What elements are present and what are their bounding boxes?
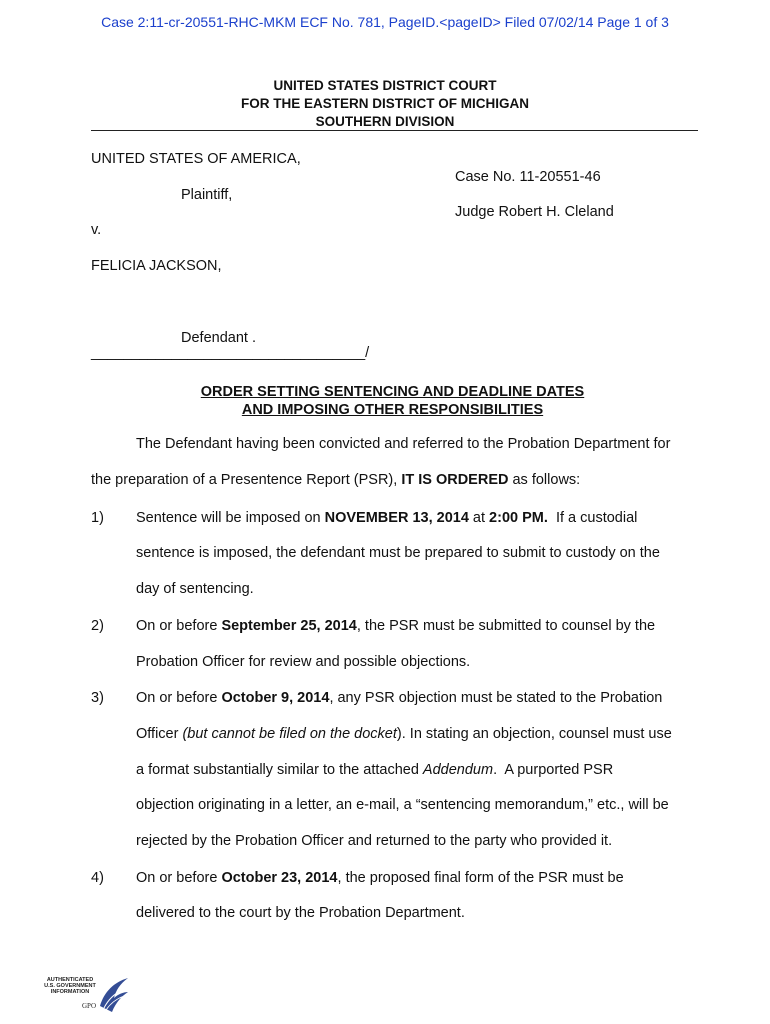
item-1-line3: day of sentencing. (136, 581, 254, 597)
final-psr-date: October 23, 2014 (221, 870, 338, 886)
item-number: 3) (91, 690, 104, 706)
versus: v. (91, 222, 102, 238)
defendant-role: Defendant . (181, 330, 256, 346)
item-3-line4: objection originating in a letter, an e-mail, a “sentencing memorandum,” etc., will be (136, 797, 669, 813)
item-number: 2) (91, 618, 104, 634)
item-4-line1: On or before October 23, 2014, the proposed final form of the PSR must be (136, 870, 624, 886)
case-number: Case No. 11-20551-46 (455, 169, 601, 185)
plaintiff-name: UNITED STATES OF AMERICA, (91, 151, 301, 167)
order-title-line2: AND IMPOSING OTHER RESPONSIBILITIES (241, 402, 544, 418)
item-2-line2: Probation Officer for review and possible objections. (136, 654, 471, 670)
defendant-name: FELICIA JACKSON, (91, 258, 222, 274)
item-4-line2: delivered to the court by the Probation Department. (136, 905, 465, 921)
order-title-line1: ORDER SETTING SENTENCING AND DEADLINE DATES (200, 384, 585, 400)
item-number: 4) (91, 870, 104, 886)
it-is-ordered: IT IS ORDERED (401, 472, 509, 488)
objection-date: October 9, 2014 (221, 690, 330, 706)
item-3-line2: Officer (but cannot be filed on the docket). In stating an objection, counsel must use (136, 726, 672, 742)
intro-line1: The Defendant having been convicted and referred to the Probation Department for (136, 436, 671, 452)
intro-line2: the preparation of a Presentence Report (PSR), IT IS ORDERED as follows: (91, 472, 581, 488)
sentencing-time: 2:00 PM. (489, 510, 548, 526)
court-district: FOR THE EASTERN DISTRICT OF MICHIGAN (241, 96, 529, 111)
psr-submission-date: September 25, 2014 (221, 618, 357, 634)
item-number: 1) (91, 510, 104, 526)
item-1-line1: Sentence will be imposed on NOVEMBER 13, 2014 at 2:00 PM. If a custodial (136, 510, 638, 526)
court-division: SOUTHERN DIVISION (315, 114, 455, 129)
gpo-authentication-seal (42, 972, 132, 1016)
caption-divider (91, 130, 698, 131)
item-3-line3: a format substantially similar to the attached Addendum. A purported PSR (136, 762, 614, 778)
item-2-line1: On or before September 25, 2014, the PSR must be submitted to counsel by the (136, 618, 656, 634)
item-3-line5: rejected by the Probation Officer and returned to the party who provided it. (136, 833, 613, 849)
seal-gpo: GPO (82, 1002, 97, 1010)
plaintiff-role: Plaintiff, (181, 187, 233, 203)
judge-name: Judge Robert H. Cleland (455, 204, 614, 220)
item-1-line2: sentence is imposed, the defendant must be prepared to submit to custody on the (136, 545, 660, 561)
court-name: UNITED STATES DISTRICT COURT (273, 78, 497, 93)
eagle-seal-icon (94, 972, 132, 1016)
item-3-line1: On or before October 9, 2014, any PSR objection must be stated to the Probation (136, 690, 663, 706)
sentencing-date: NOVEMBER 13, 2014 (324, 510, 469, 526)
ecf-header: Case 2:11-cr-20551-RHC-MKM ECF No. 781, PageID.<pageID> Filed 07/02/14 Page 1 of 3 (101, 14, 669, 30)
seal-text: AUTHENTICATED U.S. GOVERNMENT INFORMATION (44, 977, 96, 996)
caption-signature-line: __________________________________/ (91, 345, 370, 361)
